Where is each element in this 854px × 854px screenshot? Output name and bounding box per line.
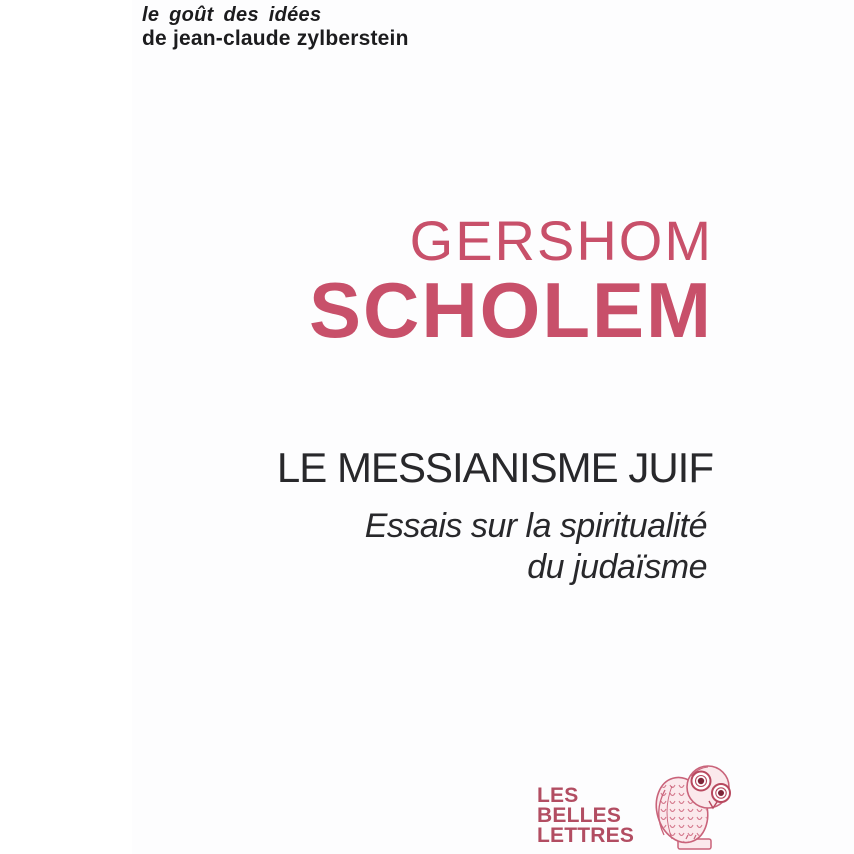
cover-sheet-edge (132, 0, 854, 854)
publisher-name-line-1: LES (537, 784, 579, 807)
author-last-name: SCHOLEM (309, 266, 713, 354)
collection-block (142, 3, 409, 50)
publisher-name-line-2: BELLES (537, 804, 622, 827)
publisher-name-line-3: LETTRES (537, 824, 635, 847)
book-title: LE MESSIANISME JUIF (276, 444, 713, 491)
book-subtitle-line-2: du judaïsme (527, 548, 707, 586)
author-block (309, 209, 713, 354)
collection-name: le goût des idées (142, 4, 322, 26)
owl-icon (642, 760, 747, 852)
book-subtitle-line-1: Essais sur la spiritualité (364, 507, 707, 545)
author-first-name: GERSHOM (409, 209, 713, 272)
publisher-block (537, 760, 747, 852)
book-subtitle (365, 506, 707, 588)
collection-editor: de jean-claude zylberstein (142, 27, 409, 50)
publisher-name (537, 786, 634, 846)
